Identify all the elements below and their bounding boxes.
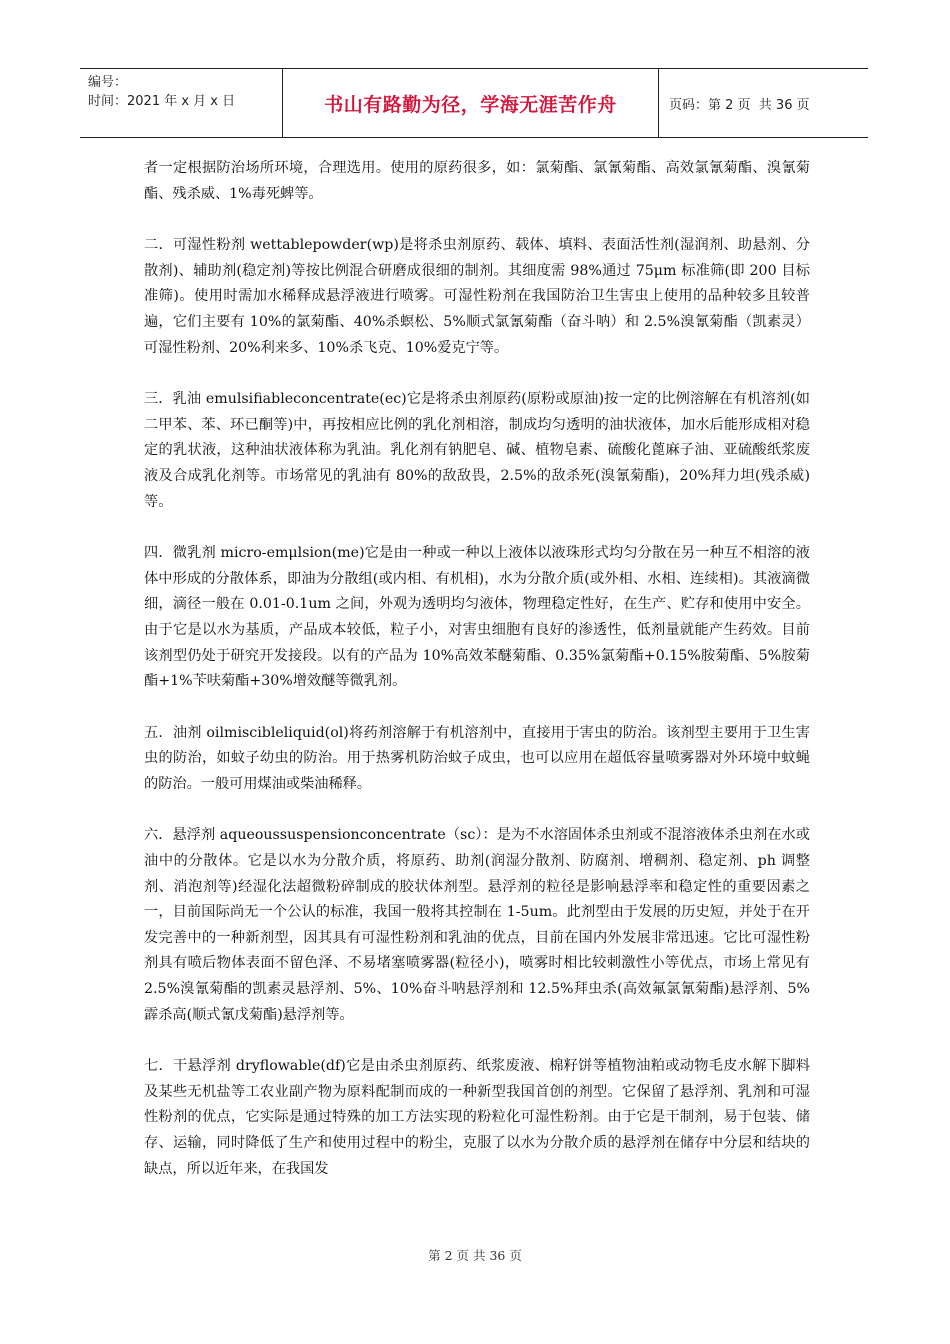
paragraph: 二．可湿性粉剂 wettablepowder(wp)是将杀虫剂原药、载体、填料、表面活性剂(湿润剂、助悬剂、分散剂)、辅助剂(稳定剂)等按比例混合研磨成很细的制剂。其细度需 98%通过 75μm 标准筛(即 200 目标准筛)。使用时需加水稀释成悬浮液进行喷雾。可湿性粉剂在我国防治卫生害虫上使用的品种较多且较普遍，它们主要有 10%的氯菊酯、40%杀螟松、5%顺式氯氰菊酯（奋斗呐）和 2.5%溴氰菊酯（凯素灵）可湿性粉剂、20%利来多、10%杀飞克、10%爱克宁等。 bbox=[144, 237, 810, 356]
paragraph: 六．悬浮剂 aqueoussuspensionconcentrate（sc）：是为不水溶固体杀虫剂或不混溶液体杀虫剂在水或油中的分散体。它是以水为分散介质，将原药、助剂(润湿分散剂、防腐剂、增稠剂、稳定剂、ph 调整剂、消泡剂等)经湿化法超微粉碎制成的胶状体剂型。悬浮剂的粒径是影响悬浮率和稳定性的重要因素之一，目前国际尚无一个公认的标准，我国一般将其控制在 1-5um。此剂型由于发展的历史短，并处于在开发完善中的一种新剂型，因其具有可湿性粉剂和乳油的优点，目前在国内外发展非常迅速。它比可湿性粉剂具有喷后物体表面不留色泽、不易堵塞喷雾器(粒径小)，喷雾时相比较刺激性小等优点，市场上常见有 2.5%溴氰菊酯的凯素灵悬浮剂、5%、10%奋斗呐悬浮剂和 12.5%拜虫杀(高效氟氯氰菊酯)悬浮剂、5%霹杀高(顺式氰戊菊酯)悬浮剂等。 bbox=[144, 827, 810, 1023]
page-header bbox=[80, 68, 868, 138]
document-date-label: 时间：2021 年 x 月 x 日 bbox=[88, 94, 236, 109]
paragraph: 三．乳油 emulsifiableconcentrate(ec)它是将杀虫剂原药(原粉或原油)按一定的比例溶解在有机溶剂(如二甲苯、苯、环已酮等)中，再按相应比例的乳化剂相溶，制成均匀透明的油状液体，加水后能形成相对稳定的乳状液，这种油状液体称为乳油。乳化剂有钠肥皂、碱、植物皂素、硫酸化蓖麻子油、亚硫酸纸浆废液及合成乳化剂等。市场常见的乳油有 80%的敌敌畏，2.5%的敌杀死(溴氰菊酯)，20%拜力坦(残杀威)等。 bbox=[144, 391, 810, 510]
header-motto: 书山有路勤为径，学海无涯苦作舟 bbox=[283, 69, 659, 137]
paragraph: 者一定根据防治场所环境，合理选用。使用的原药很多，如：氯菊酯、氯氰菊酯、高效氯氰菊酯、溴氰菊酯、残杀威、1%毒死蜱等。 bbox=[144, 160, 810, 202]
document-body bbox=[144, 156, 810, 1208]
header-page-number: 页码：第 2 页 共 36 页 bbox=[669, 97, 810, 113]
header-meta bbox=[80, 69, 283, 137]
header-page-info bbox=[659, 69, 868, 137]
paragraph: 四．微乳剂 micro-emμlsion(me)它是由一种或一种以上液体以液珠形式均匀分散在另一种互不相溶的液体中形成的分散体系，即油为分散组(或内相、有机相)，水为分散介质(或外相、水相、连续相)。其液滴微细，滴径一般在 0.01-0.1um 之间，外观为透明均匀液体，物理稳定性好，在生产、贮存和使用中安全。由于它是以水为基质，产品成本较低，粒子小，对害虫细胞有良好的渗透性，低剂量就能产生药效。目前该剂型仍处于研究开发接段。以有的产品为 10%高效苯醚菊酯、0.35%氯菊酯+0.15%胺菊酯、5%胺菊酯+1%苄呋菊酯+30%增效醚等微乳剂。 bbox=[144, 545, 810, 690]
paragraph: 五．油剂 oilmiscibleliquid(ol)将药剂溶解于有机溶剂中，直接用于害虫的防治。该剂型主要用于卫生害虫的防治，如蚊子幼虫的防治。用于热雾机防治蚊子成虫，也可以应用在超低容量喷雾器对外环境中蚊蝇的防治。一般可用煤油或柴油稀释。 bbox=[144, 724, 810, 792]
document-number-label: 编号： bbox=[88, 75, 128, 90]
paragraph: 七．干悬浮剂 dryflowable(df)它是由杀虫剂原药、纸浆废液、棉籽饼等植物油粕或动物毛皮水解下脚料及某些无机盐等工农业副产物为原料配制而成的一种新型我国首创的剂型。它保留了悬浮剂、乳剂和可湿性粉剂的优点，它实际是通过特殊的加工方法实现的粉粒化可湿性粉剂。由于它是干制剂，易于包装、储存、运输，同时降低了生产和使用过程中的粉尘，克服了以水为分散介质的悬浮剂在储存中分层和结块的缺点，所以近年来，在我国发 bbox=[144, 1058, 810, 1177]
page-footer: 第 2 页 共 36 页 bbox=[428, 1248, 522, 1263]
